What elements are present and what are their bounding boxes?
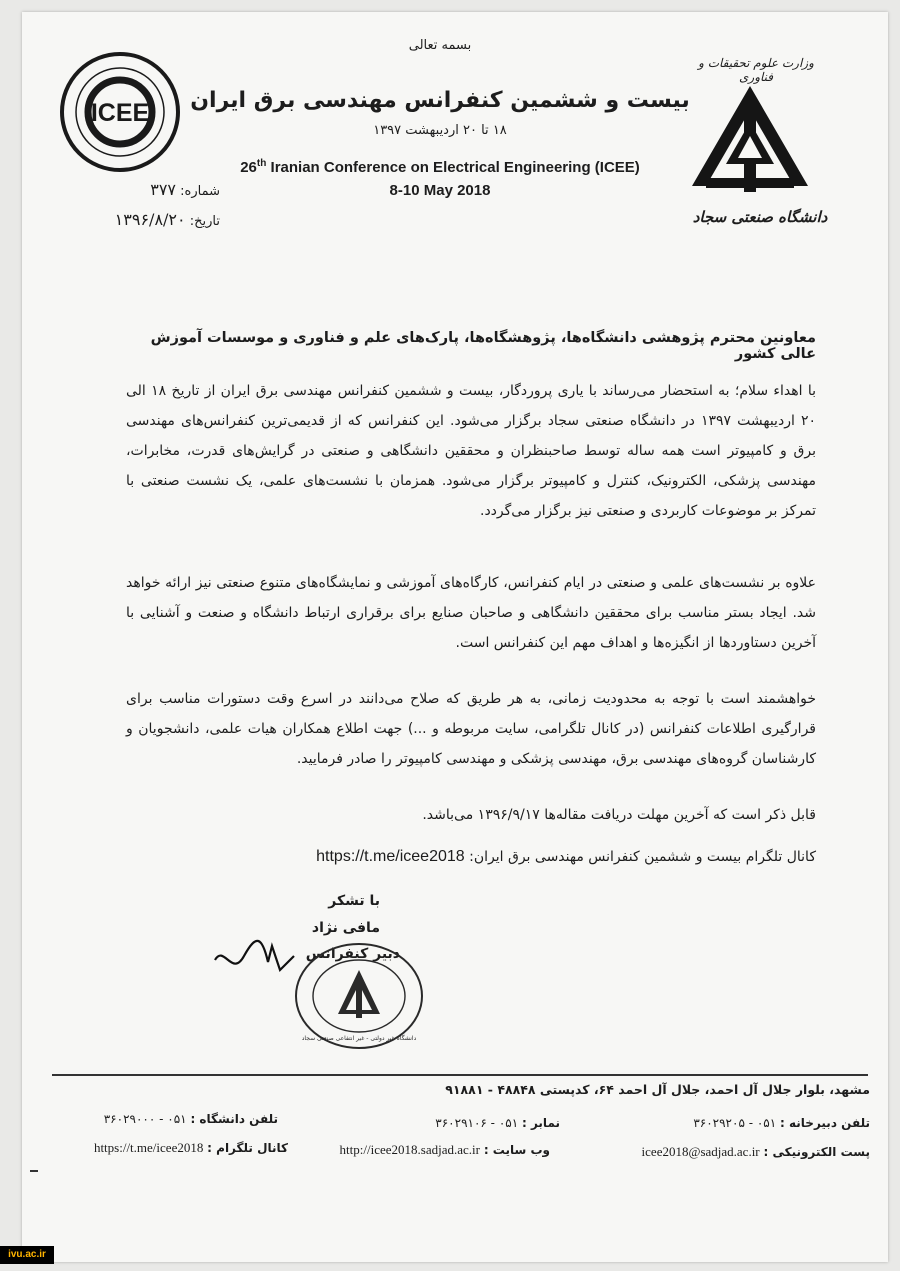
letter-date <box>40 210 220 230</box>
paragraph-5 <box>126 842 816 872</box>
watermark-badge: ivu.ac.ir <box>0 1246 54 1264</box>
signer-name: مافی نژاد <box>311 920 380 936</box>
date-value: ۱۳۹۶/۸/۲۰ <box>114 210 186 229</box>
fax-value: ۰۵۱ - ۳۶۰۲۹۱۰۶ <box>435 1116 519 1130</box>
fax-label: نمابر : <box>521 1116 560 1130</box>
email-value[interactable]: icee2018@sadjad.ac.ir <box>641 1144 760 1159</box>
conference-title-en <box>200 158 680 176</box>
telegram-text: کانال تلگرام بیست و ششمین کنفرانس مهندسی برق ایران: <box>469 849 816 865</box>
number-value: ۳۷۷ <box>150 180 177 199</box>
icee-logo-text: ICEE <box>90 99 150 127</box>
paragraph-4: قابل ذکر است که آخرین مهلت دریافت مقاله‌ها ۱۳۹۶/۹/۱۷ می‌باشد. <box>422 807 816 823</box>
paragraph-2: علاوه بر نشست‌های علمی و صنعتی در ایام کنفرانس، کارگاه‌های آموزشی و نمایشگاه‌های متنوع صنعتی نیز ارائه خواهد شد. ایجاد بستر مناسب برای محققین دانشگاهی و صاحبان صنایع برای برقراری ارتباط دانشگاه و صنعت و آشنایی با آخرین دستاوردها از انگیزه‌ها و اهداف مهم این کنفرانس است. <box>126 575 816 651</box>
email-label: پست الکترونیکی : <box>763 1145 870 1159</box>
telegram-channel <box>58 1140 288 1156</box>
paragraph-3: خواهشمند است با توجه به محدودیت زمانی، به هر طریق که صلاح می‌دانند در اسرع وقت دستورات مناسب برای قرارگیری اطلاعات کنفرانس (در کانال تلگرامی، سایت مربوطه و ...) جهت اطلاع همکاران هیات علمی، دانشجویان و کارشناسان گروه‌های مهندسی برق، مهندسی پزشکی و مهندسی کامپیوتر را صادر فرمایید. <box>126 691 816 767</box>
website-value[interactable]: http://icee2018.sadjad.ac.ir <box>339 1142 480 1157</box>
fax <box>300 1116 560 1130</box>
conference-title-fa: بیست و ششمین کنفرانس مهندسی برق ایران <box>190 88 690 113</box>
secretariat-phone-value: ۰۵۱ - ۳۶۰۲۹۲۰۵ <box>693 1116 777 1130</box>
date-label: تاریخ: <box>189 214 220 229</box>
signer-title: دبیر کنفرانس <box>305 946 400 962</box>
conference-ordinal: th <box>256 158 267 169</box>
conference-dates-en: 8-10 May 2018 <box>389 182 491 199</box>
number-label: شماره: <box>180 184 220 199</box>
conference-dates-fa: ۱۸ تا ۲۰ اردیبهشت ۱۳۹۷ <box>373 123 507 138</box>
website-label: وب سایت : <box>483 1143 550 1157</box>
telegram-value[interactable]: https://t.me/icee2018 <box>93 1140 204 1155</box>
conference-name-en: Iranian Conference on Electrical Engineering (ICEE) <box>266 159 640 176</box>
email <box>520 1144 870 1160</box>
signature <box>210 926 300 986</box>
bismillah: بسمه تعالی <box>408 38 472 53</box>
university-name: دانشگاه صنعتی سجاد <box>692 208 828 226</box>
salutation: معاونین محترم پژوهشی دانشگاه‌ها، پژوهشگاه‌ها، پارک‌های علم و فناوری و موسسات آموزش عالی کشور <box>150 330 816 362</box>
ministry-name: وزارت علوم تحقیقات و فناوری <box>698 56 814 84</box>
university-phone-value: ۰۵۱ - ۳۶۰۲۹۰۰۰ <box>103 1112 187 1126</box>
scan-mark <box>30 1170 38 1172</box>
website <box>290 1142 550 1158</box>
secretariat-phone-label: تلفن دبیرخانه : <box>780 1116 870 1130</box>
stamp-text: دانشگاه غیر دولتی - غیر انتفاعی صنعتی سجاد <box>301 1035 417 1042</box>
thanks: با تشکر <box>328 893 380 909</box>
footer-address: مشهد، بلوار جلال آل احمد، جلال آل احمد ۶۴، کدپستی ۴۸۸۴۸ - ۹۱۸۸۱ <box>445 1082 870 1097</box>
official-stamp <box>292 940 426 1052</box>
university-phone-label: تلفن دانشگاه : <box>190 1112 278 1126</box>
paragraph-1: با اهداء سلام؛ به استحضار می‌رساند با یاری پروردگار، بیست و ششمین کنفرانس مهندسی برق ایران از تاریخ ۱۸ الی ۲۰ اردیبهشت ۱۳۹۷ در دانشگاه صنعتی سجاد برگزار می‌شود. این کنفرانس که از قدیمی‌ترین کنفرانس‌های مهندسی برق و کامپیوتر است همه ساله توسط صاحبنظران و محققین دانشگاهی و صنعتی در گرایش‌های قدرت، مخابرات، مهندسی پزشکی، الکترونیک، کنترل و کامپیوتر برگزار می‌شود. همزمان با نشست‌های علمی، یک نشست صنعتی با تمرکز بر موضوعات کاربردی و صنعتی نیز برگزار می‌گردد. <box>126 383 816 519</box>
university-phone <box>58 1112 278 1126</box>
letter-number <box>40 180 220 200</box>
secretariat-phone <box>580 1116 870 1130</box>
university-logo <box>686 82 814 200</box>
telegram-label: کانال تلگرام : <box>207 1141 288 1155</box>
footer-divider <box>52 1074 868 1076</box>
telegram-link[interactable]: https://t.me/icee2018 <box>316 848 465 865</box>
conference-number: 26 <box>240 159 257 176</box>
icee-logo <box>58 50 182 174</box>
